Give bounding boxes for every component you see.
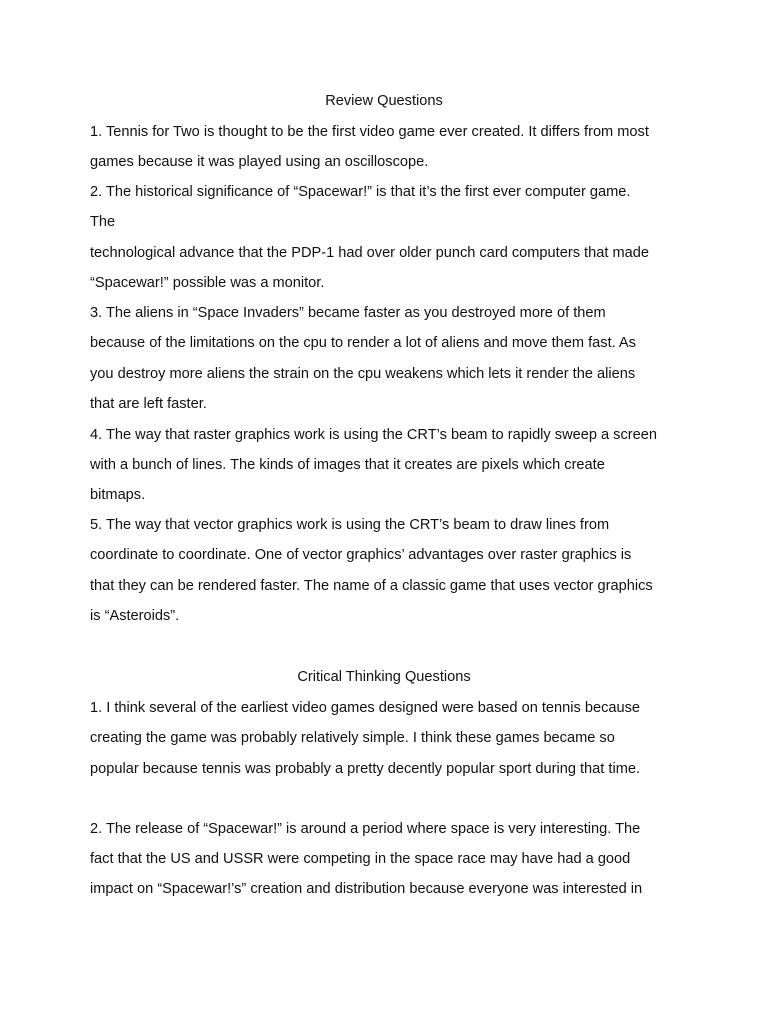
review-line-11: 4. The way that raster graphics work is using the CRT’s beam to rapidly sweep a screen — [90, 427, 657, 443]
review-line-13: bitmaps. — [90, 487, 146, 503]
critical-line-4: 2. The release of “Spacewar!” is around a period where space is very interesting. The — [90, 821, 641, 837]
review-line-1: 1. Tennis for Two is thought to be the first video game ever created. It differs from most — [90, 124, 649, 140]
review-line-6: “Spacewar!” possible was a monitor. — [90, 275, 325, 291]
review-line-5: technological advance that the PDP-1 had over older punch card computers that made — [90, 245, 649, 261]
review-line-10: that are left faster. — [90, 396, 207, 412]
review-line-15: coordinate to coordinate. One of vector graphics’ advantages over raster graphics is — [90, 547, 632, 563]
review-questions-heading: Review Questions — [325, 93, 443, 109]
critical-line-1: 1. I think several of the earliest video games designed were based on tennis because — [90, 700, 641, 716]
review-line-8: because of the limitations on the cpu to render a lot of aliens and move them fast. As — [90, 335, 636, 351]
review-line-17: is “Asteroids”. — [90, 608, 180, 624]
review-line-14: 5. The way that vector graphics work is using the CRT’s beam to draw lines from — [90, 517, 610, 533]
review-line-12: with a bunch of lines. The kinds of images that it creates are pixels which create — [90, 457, 605, 473]
review-line-9: you destroy more aliens the strain on the cpu weakens which lets it render the aliens — [90, 366, 636, 382]
critical-line-6: impact on “Spacewar!’s” creation and distribution because everyone was interested in — [90, 881, 643, 897]
review-line-7: 3. The aliens in “Space Invaders” became faster as you destroyed more of them — [90, 305, 606, 321]
critical-thinking-heading: Critical Thinking Questions — [297, 669, 471, 685]
review-line-4: The — [90, 214, 116, 230]
review-line-2: games because it was played using an oscilloscope. — [90, 154, 429, 170]
critical-line-2: creating the game was probably relatively simple. I think these games became so — [90, 730, 615, 746]
critical-line-5: fact that the US and USSR were competing in the space race may have had a good — [90, 851, 631, 867]
critical-line-3: popular because tennis was probably a pretty decently popular sport during that time. — [90, 761, 641, 777]
review-line-16: that they can be rendered faster. The name of a classic game that uses vector graphics — [90, 578, 653, 594]
review-line-3: 2. The historical significance of “Spacewar!” is that it’s the first ever computer game. — [90, 184, 631, 200]
